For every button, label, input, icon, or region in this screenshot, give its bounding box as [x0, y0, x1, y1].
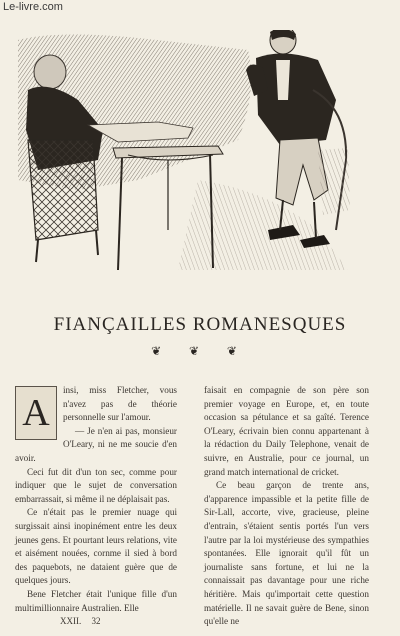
- right-column: [204, 384, 369, 629]
- page-footer: [60, 616, 101, 626]
- paragraph: Ce beau garçon de trente ans, d'apparence impassible et la petite fille de Sir-Lall, accorte, vive, gracieuse, pleine d'entrain, s'étaient sentis portés l'un vers l'autre par la loi mystérieuse des sympathies spontanées. Elle ignorait qu'il fût un journaliste sans fortune, et lui ne la connaissait pas davantage pour une riche héritière. Mais qu'importait cette question matérielle. Il ne savait guère de Bene, sinon qu'elle ne: [204, 480, 369, 627]
- engraving-illustration: [18, 30, 364, 272]
- volume-number: XXII.: [60, 616, 82, 626]
- paragraph: Ce n'était pas le premier nuage qui surgissait ainsi inopinément entre les deux jeunes gens. Et pourtant leurs relations, vite et aisément nouées, cornme il sied à bord des paquebots, ne dataient guère que de quelques jours.: [15, 507, 177, 586]
- watermark-text: Le-livre.com: [3, 1, 63, 13]
- paragraph: faisait en compagnie de son père son premier voyage en Europe, et, en toute occasion sa pétulance et sa gaîté. Terence O'Leary, écrivain bien connu appartenant à la rédaction du Daily Telephone, venait de suivre, en Australie, pour ce journal, un grand match international de cricket.: [204, 385, 369, 477]
- left-column: [15, 384, 177, 615]
- paragraph: insi, miss Fletcher, vous n'avez pas de théorie personnelle sur l'amour.: [63, 385, 177, 423]
- page-number: 32: [91, 616, 101, 626]
- paragraph: Ceci fut dit d'un ton sec, comme pour indiquer que le sujet de conversation embarrassait, si même il ne déplaisait pas.: [15, 466, 177, 504]
- paragraph: Bene Fletcher était l'unique fille d'un multimillionnaire Australien. Elle: [15, 588, 177, 613]
- paragraph: — Je n'en ai pas, monsieur O'Leary, ni ne me soucie d'en avoir.: [15, 425, 177, 463]
- drop-cap: A: [15, 386, 57, 440]
- article-title: FIANÇAILLES ROMANESQUES: [53, 314, 347, 335]
- title-ornaments: ❦ ❦ ❦: [151, 344, 249, 358]
